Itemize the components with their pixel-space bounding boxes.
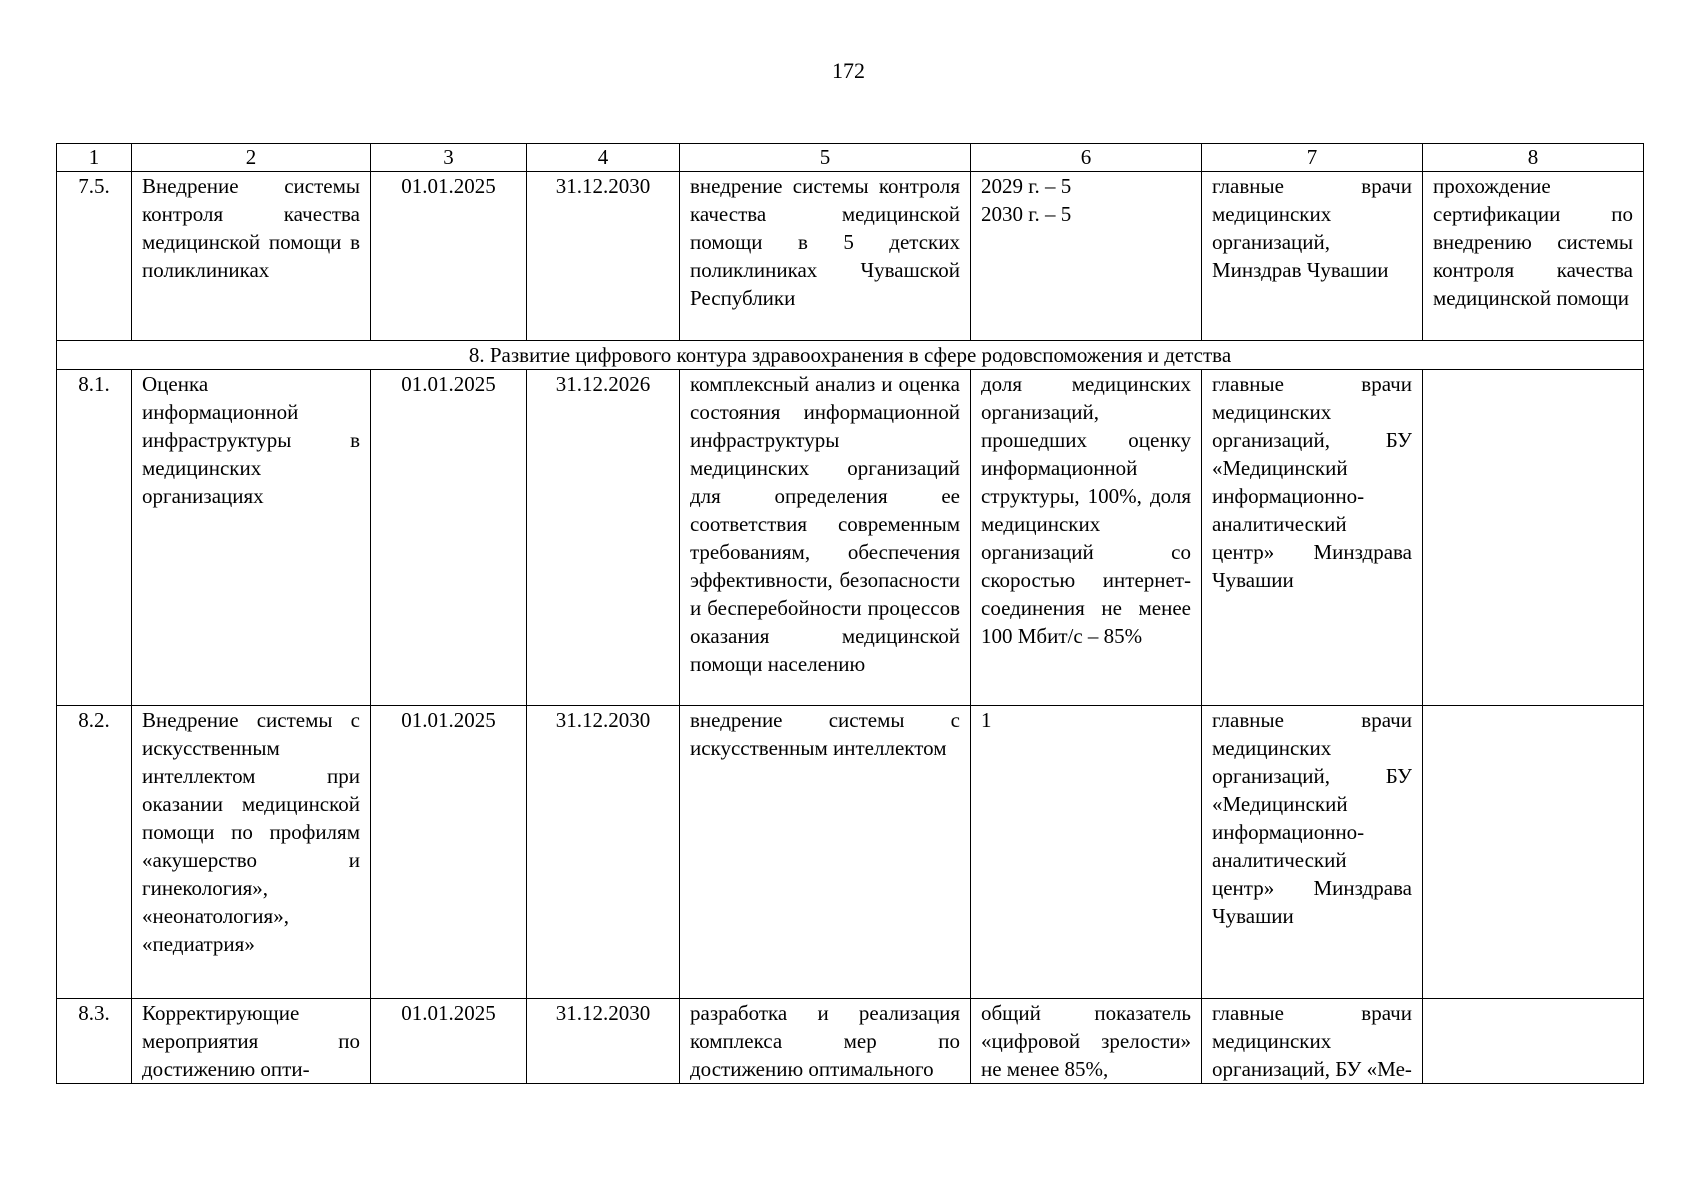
indicator: 2029 г. – 5 2030 г. – 5 [971,172,1202,341]
start-date: 01.01.2025 [371,370,527,706]
indicator: 1 [971,706,1202,999]
responsible: главные врачи медицинских организаций, БУ «Медицинский информационно-аналитический центр» Минздрава Чувашии [1202,706,1423,999]
activity-name: Внедрение системы с искусственным интеллектом при оказании медицинской помощи по профилям «акушерство и гинекология», «неонатология», «педиатрия» [132,706,371,999]
note [1423,370,1644,706]
row-number: 7.5. [57,172,132,341]
row-number: 8.3. [57,999,132,1084]
indicator: общий показатель «цифровой зрелости» не менее 85%, [971,999,1202,1084]
expected-result: внедрение системы с искусственным интеллектом [680,706,971,999]
end-date: 31.12.2026 [527,370,680,706]
column-number: 1 [57,144,132,172]
end-date: 31.12.2030 [527,999,680,1084]
table-row [57,706,1644,999]
table-row [57,370,1644,706]
section-title: 8. Развитие цифрового контура здравоохранения в сфере родовспоможения и детства [57,341,1644,370]
expected-result: разработка и реализация комплекса мер по достижению оптимального [680,999,971,1084]
responsible: главные врачи медицинских организаций, БУ «Медицинский информационно-аналитический центр» Минздрава Чувашии [1202,370,1423,706]
expected-result: внедрение системы контроля качества медицинской помощи в 5 детских поликлиниках Чувашской Республики [680,172,971,341]
note [1423,706,1644,999]
start-date: 01.01.2025 [371,172,527,341]
activity-name: Корректирующие мероприятия по достижению опти- [132,999,371,1084]
expected-result: комплексный анализ и оценка состояния информационной инфраструктуры медицинских организаций для определения ее соответствия современным требованиям, обеспечения эффективности, безопасности и бесперебойности процессов оказания медицинской помощи населению [680,370,971,706]
activity-plan-table [56,143,1644,1084]
column-number-row [57,144,1644,172]
column-number: 2 [132,144,371,172]
column-number: 5 [680,144,971,172]
start-date: 01.01.2025 [371,706,527,999]
end-date: 31.12.2030 [527,706,680,999]
column-number: 8 [1423,144,1644,172]
activity-name: Внедрение системы контроля качества медицинской помощи в поликлиниках [132,172,371,341]
column-number: 3 [371,144,527,172]
end-date: 31.12.2030 [527,172,680,341]
activity-name: Оценка информационной инфраструктуры в медицинских организациях [132,370,371,706]
row-number: 8.1. [57,370,132,706]
responsible: главные врачи медицинских организаций, Минздрав Чувашии [1202,172,1423,341]
section-row [57,341,1644,370]
column-number: 4 [527,144,680,172]
table-row [57,999,1644,1084]
start-date: 01.01.2025 [371,999,527,1084]
indicator: доля медицинских организаций, прошедших оценку информационной структуры, 100%, доля медицинских организаций со скоростью интернет-соединения не менее 100 Мбит/с – 85% [971,370,1202,706]
column-number: 6 [971,144,1202,172]
page-number: 172 [832,58,865,83]
responsible: главные врачи медицинских организаций, БУ «Ме- [1202,999,1423,1084]
row-number: 8.2. [57,706,132,999]
note: прохождение сертификации по внедрению системы контроля качества медицинской помощи [1423,172,1644,341]
column-number: 7 [1202,144,1423,172]
note [1423,999,1644,1084]
table-row [57,172,1644,341]
